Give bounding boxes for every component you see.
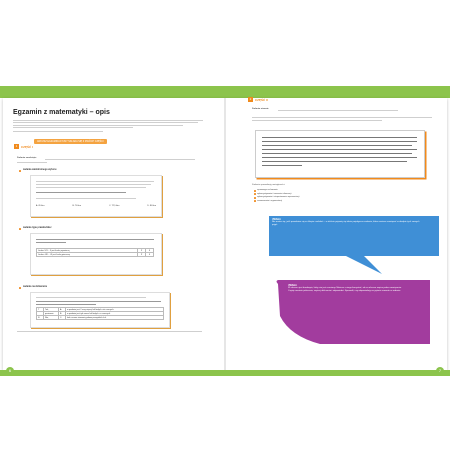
section-badge: ARKUSZ EGZAMINACYJNY SKŁADA SIĘ Z DWÓCH CZĘŚCI — [34, 139, 107, 144]
example-open-task — [255, 130, 425, 178]
blue-bubble-title: UWAGA — [272, 219, 281, 221]
match-letter[interactable]: C. — [59, 316, 66, 320]
task-2-box — [30, 233, 162, 275]
page-number-left: 6 — [6, 367, 14, 375]
part-2-number: 2 — [249, 97, 252, 101]
option-b[interactable]: B. 70 litra — [72, 205, 81, 207]
skills-list — [254, 189, 299, 203]
purple-bubble-title: UWAGA — [288, 285, 297, 287]
match-word: Tak, — [44, 308, 59, 312]
task-bullet — [19, 228, 21, 230]
task-1-options — [36, 205, 156, 207]
tf-statement: Liczba 3√3 – 3 jest liczbą wymierną — [37, 249, 138, 253]
match-reason: w podaniu jest tyle samo kul białych co czarnych. — [66, 312, 164, 316]
table-row — [37, 316, 164, 320]
part-1-desc — [45, 159, 195, 160]
part-2-intro-2 — [252, 120, 382, 121]
part-2-desc — [278, 110, 398, 111]
option-a[interactable]: A. 65 litra — [36, 205, 45, 207]
match-word: Nie, — [44, 316, 59, 320]
match-reason: kule czarne stanowią połowę wszystkich kul. — [66, 316, 164, 320]
match-answer[interactable]: N — [37, 316, 44, 320]
intro-text — [13, 120, 208, 132]
skill-label: wykorzystywania i interpretowania reprezentacji — [257, 196, 300, 199]
tf-true[interactable]: P — [138, 253, 146, 257]
top-green-band — [0, 86, 450, 98]
task-3-heading: zadania na dobieranie — [23, 286, 47, 288]
task-bullet — [19, 170, 21, 172]
task-1-box — [30, 175, 162, 217]
footer-note — [17, 331, 202, 332]
task-1-heading: zadania wielokrotnego wyboru — [23, 169, 57, 171]
skill-label: rozumowania i argumentacji — [257, 199, 282, 202]
page-number-right: 7 — [436, 367, 444, 375]
bullet-icon — [254, 197, 256, 199]
blue-bubble-content — [272, 219, 422, 227]
list-item — [254, 200, 299, 204]
part-2-lead: Zadania otwarte — [252, 108, 269, 110]
skill-label: wykorzystywania i tworzenia informacji — [257, 192, 292, 195]
bottom-green-band — [0, 370, 450, 376]
part-2-label: CZĘŚĆ II — [255, 98, 268, 102]
skills-intro: Zadania sprawdzają umiejętności: — [252, 184, 285, 186]
page-title: Egzamin z matematyki – opis — [13, 109, 110, 116]
task-2-heading: zadania typu prawda-fałsz — [23, 227, 52, 229]
match-letter[interactable]: A. — [59, 308, 66, 312]
part-1-lead: Zadania zamknięte — [17, 157, 37, 159]
bullet-icon — [254, 200, 256, 202]
tf-true[interactable]: P — [138, 249, 146, 253]
tf-statement: Liczba √48 – √3 jest liczbą pierwszą — [37, 253, 138, 257]
option-d[interactable]: D. 80 litra — [147, 205, 156, 207]
truefalse-table — [36, 248, 154, 257]
matching-table — [36, 307, 164, 320]
part-1-number: 1 — [15, 144, 18, 148]
page-gutter — [224, 98, 226, 370]
match-word: ponieważ — [44, 312, 59, 316]
match-reason: w podaniu jest 2 razy więcej kul białych niż czarnych. — [66, 308, 164, 312]
skill-label: sprawnego rachowania — [257, 189, 278, 192]
purple-bubble-text: W arkuszu jest brudnopis, który nie jest oceniany. Możesz z niego korzystać, ale w arkuszu zapisz pełne rozwiązanie. Czytaj uważnie polecenia, zapisuj obliczenia i odpowiedzi. Sprawdź, czy odpowiadają na pytanie zawarte w zadaniu. — [288, 287, 402, 292]
part-1-desc-2 — [17, 162, 47, 163]
table-row — [37, 253, 154, 257]
match-answer[interactable]: T — [37, 308, 44, 312]
part-2-intro — [252, 117, 432, 118]
option-c[interactable]: C. 72,5 litra — [109, 205, 120, 207]
task-3-box — [30, 292, 170, 328]
bullet-icon — [254, 193, 256, 195]
tf-false[interactable]: F — [146, 253, 154, 257]
blue-bubble-text: Nie martw się, jeśli prawdziwe się w sklepie czekałeś – w tekście pojawią się także pojedyncze zadania, które możesz rozwiązać w obrębie tych samych pojęć. — [272, 221, 420, 226]
part-1-label: CZĘŚĆ I — [21, 145, 33, 149]
tf-false[interactable]: F — [146, 249, 154, 253]
purple-bubble-content — [288, 285, 408, 293]
task-bullet — [19, 287, 21, 289]
bullet-icon — [254, 190, 256, 192]
match-letter[interactable]: B. — [59, 312, 66, 316]
